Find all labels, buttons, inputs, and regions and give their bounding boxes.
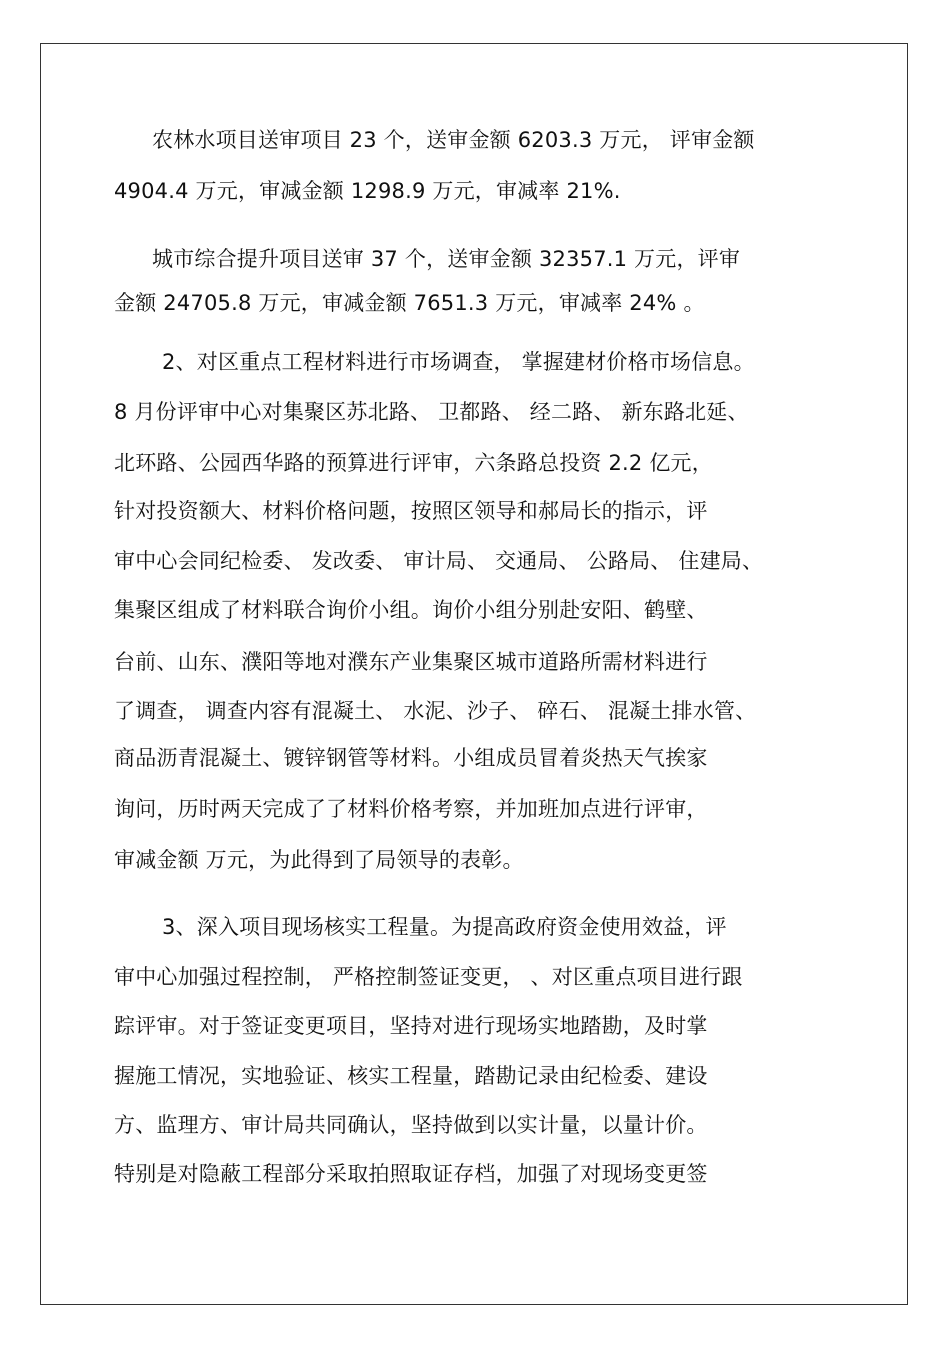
paragraph-line-1: 农林水项目送审项目 23 个，送审金额 6203.3 万元， 评审金额 xyxy=(152,128,755,152)
paragraph-line-14: 询问，历时两天完成了了材料价格考察，并加班加点进行评审， xyxy=(114,797,708,821)
paragraph-line-4: 金额 24705.8 万元，审减金额 7651.3 万元，审减率 24% 。 xyxy=(114,291,705,315)
paragraph-line-19: 握施工情况，实地验证、核实工程量，踏勘记录由纪检委、建设 xyxy=(114,1064,708,1088)
paragraph-line-17: 审中心加强过程控制， 严格控制签证变更， 、对区重点项目进行跟 xyxy=(114,965,743,989)
paragraph-line-2: 4904.4 万元，审减金额 1298.9 万元，审减率 21%. xyxy=(114,179,621,203)
paragraph-line-15: 审减金额 万元，为此得到了局领导的表彰。 xyxy=(114,848,524,872)
paragraph-line-13: 商品沥青混凝土、镀锌钢管等材料。小组成员冒着炎热天气挨家 xyxy=(114,746,708,770)
paragraph-line-12: 了调查， 调查内容有混凝土、 水泥、沙子、 碎石、 混凝土排水管、 xyxy=(114,699,757,723)
paragraph-line-5: 2、对区重点工程材料进行市场调查， 掌握建材价格市场信息。 xyxy=(162,350,755,374)
paragraph-line-18: 踪评审。对于签证变更项目，坚持对进行现场实地踏勘，及时掌 xyxy=(114,1014,708,1038)
paragraph-line-9: 审中心会同纪检委、 发改委、 审计局、 交通局、 公路局、 住建局、 xyxy=(114,549,764,573)
paragraph-line-10: 集聚区组成了材料联合询价小组。询价小组分别赴安阳、鹤壁、 xyxy=(114,598,708,622)
paragraph-line-3: 城市综合提升项目送审 37 个，送审金额 32357.1 万元，评审 xyxy=(152,247,741,271)
paragraph-line-11: 台前、山东、濮阳等地对濮东产业集聚区城市道路所需材料进行 xyxy=(114,650,708,674)
paragraph-line-16: 3、深入项目现场核实工程量。为提高政府资金使用效益，评 xyxy=(162,915,727,939)
paragraph-line-21: 特别是对隐蔽工程部分采取拍照取证存档，加强了对现场变更签 xyxy=(114,1162,708,1186)
paragraph-line-6: 8 月份评审中心对集聚区苏北路、 卫都路、 经二路、 新东路北延、 xyxy=(114,400,749,424)
paragraph-line-20: 方、监理方、审计局共同确认，坚持做到以实计量，以量计价。 xyxy=(114,1113,708,1137)
paragraph-line-8: 针对投资额大、材料价格问题，按照区领导和郝局长的指示，评 xyxy=(114,499,708,523)
paragraph-line-7: 北环路、公园西华路的预算进行评审，六条路总投资 2.2 亿元， xyxy=(114,451,713,475)
